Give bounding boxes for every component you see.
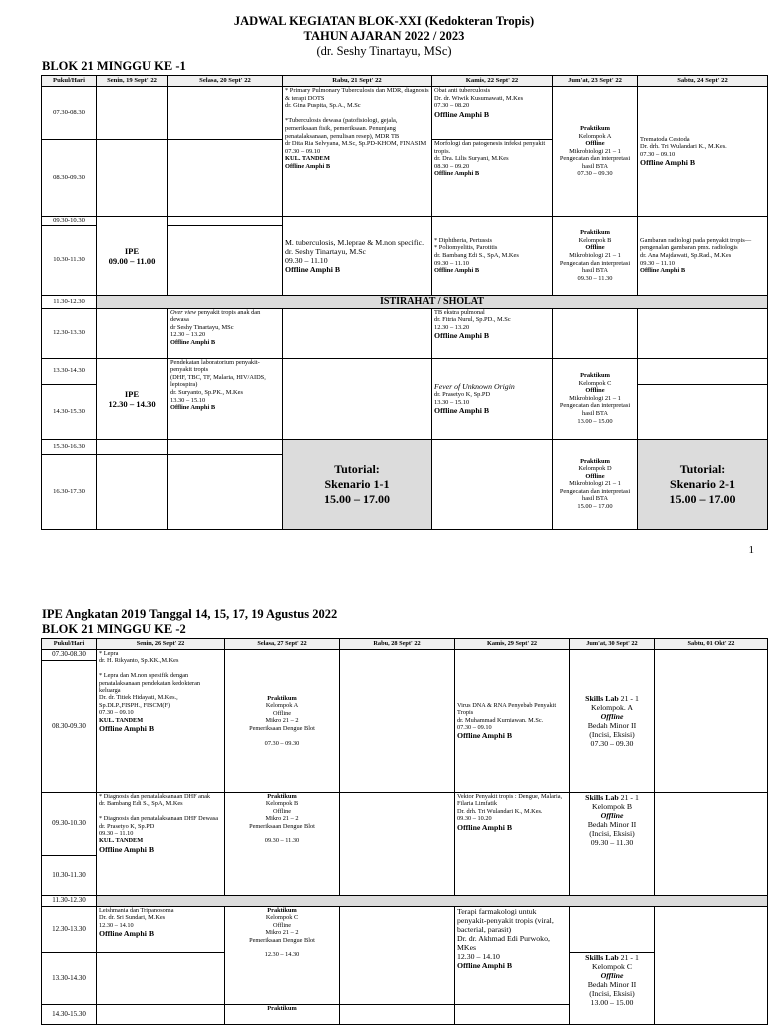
lecture-text: Virus DNA & RNA Penyebab Penyakit Tropis dr. Muhammad Kurniawan. M.Sc. 07.30 – 09.10 bbox=[457, 701, 557, 731]
header-wednesday: Rabu, 21 Sept' 22 bbox=[283, 76, 432, 87]
skills-lab-group: Kelompok C bbox=[591, 962, 633, 971]
lecture-room: Offline Amphi B bbox=[640, 267, 686, 275]
practicum-detail: Mikrobiologi 21 – 1 Pengecatan dan interpretasi hasil BTA 15.00 – 17.00 bbox=[559, 480, 631, 511]
header-saturday: Sabtu, 24 Sept' 22 bbox=[638, 76, 768, 87]
lecture-room: Offline Amphi B bbox=[170, 404, 216, 412]
time-slot: 07.30-08.30 bbox=[42, 650, 97, 661]
practicum-title: Praktikum bbox=[580, 229, 610, 237]
practicum-detail: Kelompok A Offline Mikro 21 – 2 Pemeriksaan Dengue Blot 07.30 – 09.30 bbox=[249, 702, 315, 747]
empty-cell bbox=[455, 1005, 570, 1025]
empty-cell bbox=[97, 1005, 225, 1025]
time-slot: 16.30-17.30 bbox=[42, 454, 97, 529]
thu-lecture-tb-ekstra bbox=[432, 308, 553, 358]
table-row bbox=[42, 650, 768, 661]
practicum-group: Kelompok D bbox=[578, 465, 612, 473]
table-row bbox=[42, 295, 768, 308]
tue-practicum-b bbox=[225, 793, 340, 896]
skills-lab-code: 21 - 1 bbox=[618, 793, 639, 802]
empty-cell bbox=[340, 650, 455, 793]
lecture-room: Offline Amphi B bbox=[285, 264, 341, 274]
table-header-row bbox=[42, 76, 768, 87]
lecture-text: dr. Prasetyo K, Sp.PD 13.30 – 15.10 bbox=[434, 391, 491, 406]
lecture-text: Gambaran radiologi pada penyakit tropis—pengenalan gambaran pmx. radiologis dr. Ana Majdawati, Sp.Rad., M.Kes 09.30 – 11.10 bbox=[640, 236, 752, 267]
practicum-detail: Mikrobiologi 21 – 1 Pengecatan dan interpretasi hasil BTA 09.30 – 11.30 bbox=[559, 252, 631, 282]
table-row bbox=[42, 308, 768, 358]
practicum-title: Praktikum bbox=[580, 372, 610, 380]
empty-cell bbox=[97, 140, 168, 217]
lecture-text: Vektor Penyakit tropis : Dengue, Malaria, Filaria Limfatik Dr. drh. Tri Wulandari K., M.Kes. 09.30 – 10.20 bbox=[457, 793, 563, 823]
tue-practicum-a bbox=[225, 650, 340, 793]
empty-cell bbox=[97, 87, 168, 140]
ipe-label: IPE 12.30 – 14.30 bbox=[108, 388, 156, 409]
table-row bbox=[42, 87, 768, 140]
table-row bbox=[42, 358, 768, 384]
lecture-room: Offline Amphi B bbox=[170, 338, 216, 346]
thu-lecture-vektor bbox=[455, 793, 570, 896]
lecture-text: Morfologi dan patogenesis infeksi penyakit tropis. dr. Dra. Lilis Suryani, M.Kes 08.30 – 09.20 bbox=[434, 140, 546, 170]
ipe-label: IPE 09.00 – 11.00 bbox=[108, 245, 156, 266]
sat-lecture-radiologi bbox=[638, 217, 768, 296]
skills-lab-detail: Bedah Minor II (Incisi, Eksisi) 07.30 – 09.30 bbox=[587, 721, 637, 748]
lecture-room: Offline Amphi B bbox=[434, 406, 490, 416]
coordinator: (dr. Seshy Tinartayu, MSc) bbox=[316, 44, 452, 58]
lecture-room: Offline Amphi B bbox=[457, 822, 513, 832]
skills-lab-detail: Bedah Minor II (Incisi, Eksisi) 13.00 – 15.00 bbox=[587, 980, 637, 1007]
lecture-text: Leishmania dan Tripanosoma Dr. dr. Sri Sundari, M.Kes 12.30 – 14.10 bbox=[99, 907, 174, 929]
time-slot: 11.30-12.30 bbox=[42, 295, 97, 308]
time-slot: 10.30-11.30 bbox=[42, 225, 97, 295]
wed-lecture-tb bbox=[283, 87, 432, 217]
tue-practicum-c bbox=[225, 907, 340, 1005]
header-tuesday: Selasa, 20 Sept' 22 bbox=[168, 76, 283, 87]
skills-lab-mode: Offline bbox=[600, 971, 624, 980]
header-thursday: Kamis, 22 Sept' 22 bbox=[432, 76, 553, 87]
thu-lecture-morfologi bbox=[432, 140, 553, 217]
fri-practicum-d bbox=[553, 439, 638, 529]
skills-lab-mode: Offline bbox=[600, 712, 624, 721]
lecture-type: KUL. TANDEM bbox=[99, 837, 144, 845]
empty-cell bbox=[340, 907, 455, 1005]
empty-cell bbox=[638, 308, 768, 358]
time-slot: 10.30-11.30 bbox=[42, 856, 97, 896]
lecture-text: * Lepra dr. H. Rikyanto, Sp.KK.,M.Kes * Lepra dan M.non spesifik dengan penatalaksanaan pendekatan kedokteran keluarga Dr. dr. Titiek Hidayati, M.Kes., Sp.DLP.,FISPH., FISCM(F) 07.30 – 09.10 bbox=[99, 650, 201, 717]
skills-lab-title: Skills Lab bbox=[585, 793, 619, 802]
wed-lecture-mtb bbox=[283, 217, 432, 296]
fri-practicum-a bbox=[553, 87, 638, 217]
time-slot: 07.30-08.30 bbox=[42, 87, 97, 140]
lecture-room: Offline Amphi B bbox=[99, 929, 155, 939]
mon-ipe bbox=[97, 358, 168, 439]
lecture-room: Offline Amphi B bbox=[457, 731, 513, 741]
table-row bbox=[42, 907, 768, 953]
table-header-row bbox=[42, 639, 768, 650]
header-thursday: Kamis, 29 Sept' 22 bbox=[455, 639, 570, 650]
lecture-text: TB ekstra pulmonal dr. Fitria Nurul, Sp.PD., M.Sc 12.30 – 13.20 bbox=[434, 308, 511, 331]
time-slot: 13.30-14.30 bbox=[42, 953, 97, 1005]
tutorial-label: Tutorial: Skenario 1-1 15.00 – 17.00 bbox=[324, 461, 390, 506]
mon-lecture-lepra bbox=[97, 650, 225, 793]
fri-practicum-c bbox=[553, 358, 638, 439]
table-row bbox=[42, 439, 768, 454]
skills-lab-title: Skills Lab bbox=[585, 953, 619, 962]
time-slot: 12.30-13.30 bbox=[42, 907, 97, 953]
empty-cell bbox=[638, 384, 768, 439]
mon-lecture-dhf bbox=[97, 793, 225, 896]
thu-lecture-fuo bbox=[432, 358, 553, 439]
empty-cell bbox=[570, 907, 655, 953]
practicum-group: Kelompok A bbox=[578, 132, 612, 140]
empty-cell bbox=[432, 439, 553, 529]
lecture-room: Offline Amphi B bbox=[640, 158, 696, 168]
lecture-room: Offline Amphi B bbox=[434, 331, 490, 341]
lecture-text: penyakit tropis anak dan dewasa dr Seshy Tinartayu, MSc 12.30 – 13.20 bbox=[170, 308, 261, 339]
practicum-mode: Offline bbox=[585, 244, 605, 252]
practicum-title: Praktikum bbox=[267, 695, 297, 703]
lecture-text: Pendekatan laboratorium penyakit-penyakit tropis (DHF, TBC, TF, Malaria, HIV/AIDS, leptospira) dr. Suryanto, Sp.PK., M.Kes 13.30 – 15.10 bbox=[170, 358, 266, 404]
time-slot: 15.30-16.30 bbox=[42, 439, 97, 454]
skills-lab-group: Kelompok. A bbox=[590, 703, 633, 712]
practicum-title: Praktikum bbox=[580, 457, 610, 465]
header-wednesday: Rabu, 28 Sept' 22 bbox=[340, 639, 455, 650]
page-number: 1 bbox=[748, 544, 754, 556]
empty-cell bbox=[168, 87, 283, 140]
thu-lecture-terapi bbox=[455, 907, 570, 1005]
practicum-detail: Mikrobiologi 21 – 1 Pengecatan dan interpretasi hasil BTA 07.30 – 09.30 bbox=[559, 147, 631, 178]
empty-cell bbox=[97, 439, 168, 454]
empty-cell bbox=[168, 217, 283, 226]
lecture-text: M. tuberculosis, M.leprae & M.non specific. dr. Seshy Tinartayu, M.Sc 09.30 – 11.10 bbox=[285, 237, 425, 265]
tue-lecture-lab bbox=[168, 358, 283, 439]
tue-practicum-d bbox=[225, 1005, 340, 1025]
lecture-room: Offline Amphi B bbox=[434, 267, 480, 275]
time-slot: 09.30-10.30 bbox=[42, 217, 97, 226]
empty-cell bbox=[168, 454, 283, 529]
empty-cell bbox=[97, 953, 225, 1005]
empty-cell bbox=[340, 1005, 455, 1025]
empty-cell bbox=[168, 140, 283, 217]
empty-cell bbox=[340, 793, 455, 896]
practicum-mode: Offline bbox=[585, 387, 605, 395]
table-row bbox=[42, 217, 768, 226]
practicum-title: Praktikum bbox=[267, 793, 297, 800]
sat-lecture-trematoda bbox=[638, 87, 768, 217]
practicum-detail: Kelompok C Offline Mikro 21 – 2 Pemeriksaan Dengue Blot 12.30 – 14.30 bbox=[249, 914, 315, 959]
mon-ipe bbox=[97, 217, 168, 296]
tutorial-label: Tutorial: Skenario 2-1 15.00 – 17.00 bbox=[669, 461, 736, 506]
thu-lecture-oat bbox=[432, 87, 553, 140]
skills-lab-mode: Offline bbox=[600, 811, 624, 820]
time-slot: 09.30-10.30 bbox=[42, 793, 97, 856]
lecture-room: Offline Amphi B bbox=[434, 170, 480, 178]
empty-cell bbox=[638, 358, 768, 384]
time-slot: 08.30-09.30 bbox=[42, 661, 97, 793]
empty-cell bbox=[553, 308, 638, 358]
empty-cell bbox=[283, 358, 432, 439]
empty-cell bbox=[97, 454, 168, 529]
ipe-info: IPE Angkatan 2019 Tanggal 14, 15, 17, 19 Agustus 2022 bbox=[42, 607, 338, 621]
lecture-room: Offline Amphi B bbox=[99, 724, 155, 734]
lecture-room: Offline Amphi B bbox=[99, 844, 155, 854]
fri-practicum-b bbox=[553, 217, 638, 296]
header-monday: Senin, 19 Sept' 22 bbox=[97, 76, 168, 87]
lecture-room: Offline Amphi B bbox=[457, 961, 513, 970]
practicum-title: Praktikum bbox=[267, 907, 297, 914]
time-slot: 14.30-15.30 bbox=[42, 384, 97, 439]
header-monday: Senin, 26 Sept' 22 bbox=[97, 639, 225, 650]
table-row bbox=[42, 896, 768, 907]
time-slot: 14.30-15.30 bbox=[42, 1005, 97, 1025]
time-slot: 11.30-12.30 bbox=[42, 896, 97, 907]
empty-cell bbox=[655, 793, 768, 896]
lecture-type: KUL. TANDEM bbox=[285, 155, 330, 163]
practicum-mode: Offline bbox=[585, 472, 605, 480]
skills-lab-detail: Bedah Minor II (Incisi, Eksisi) 09.30 – 11.30 bbox=[587, 820, 637, 847]
break-banner: ISTIRAHAT / SHOLAT bbox=[97, 295, 768, 308]
header-saturday: Sabtu, 01 Okt' 22 bbox=[655, 639, 768, 650]
time-slot: 12.30-13.30 bbox=[42, 308, 97, 358]
lecture-text: * Primary Pulmonary Tuberculosis dan MDR, diagnosis & terapi DOTS dr. Gina Puspita, Sp.A., M.Sc *Tuberculosis dewasa (patofisiologi, gejala, pemeriksaan fisik, pemeriksaan. Penunjang penatalaksanaan, penulisan resep), MDR TB dr Dita Ria Selvyana, M.Sc, Sp.PD-KHOM, FINASIM 07.30 – 09.10 bbox=[285, 87, 429, 155]
fri-skills-lab-a bbox=[570, 650, 655, 793]
lecture-text: * Diphtheria, Pertussis * Poliomyelitis, Parotitis dr. Bambang Edi S., SpA, M.Kes 09.30 – 11.10 bbox=[434, 236, 519, 267]
document-title: JADWAL KEGIATAN BLOK-XXI (Kedokteran Tropis) bbox=[233, 14, 535, 28]
empty-cell bbox=[97, 308, 168, 358]
week-1-heading: BLOK 21 MINGGU KE -1 bbox=[42, 59, 186, 73]
lecture-text: Terapi farmakologi untuk penyakit-penyakit tropis (viral, bacterial, parasit) Dr. dr. Akhmad Edi Purwoko, MKes 12.30 – 14.10 bbox=[457, 907, 554, 961]
time-slot: 08.30-09.30 bbox=[42, 140, 97, 217]
skills-lab-group: Kelompok B bbox=[591, 802, 633, 811]
lecture-room: Offline Amphi B bbox=[285, 162, 331, 170]
week-2-schedule-table bbox=[41, 638, 768, 1025]
header-friday: Jum'at, 30 Sept' 22 bbox=[570, 639, 655, 650]
header-time: Pukul/Hari bbox=[42, 76, 97, 87]
lecture-room: Offline Amphi B bbox=[434, 109, 490, 119]
header-time: Pukul/Hari bbox=[42, 639, 97, 650]
practicum-detail: Mikrobiologi 21 – 1 Pengecatan dan interpretasi hasil BTA 13.00 – 15.00 bbox=[559, 394, 631, 425]
practicum-group: Kelompok B bbox=[578, 236, 612, 244]
empty-cell bbox=[168, 439, 283, 454]
fri-skills-lab-c bbox=[570, 953, 655, 1025]
skills-lab-title: Skills Lab bbox=[585, 694, 619, 703]
lecture-type: KUL. TANDEM bbox=[99, 716, 144, 724]
sat-tutorial bbox=[638, 439, 768, 529]
empty-cell bbox=[655, 907, 768, 1025]
week-2-heading: BLOK 21 MINGGU KE -2 bbox=[42, 622, 186, 636]
lecture-text: Trematoda Cestoda Dr. drh. Tri Wulandari K., M.Kes. 07.30 – 09.10 bbox=[640, 135, 727, 158]
lecture-text: * Diagnosis dan penatalaksanaan DHF anak dr. Bambang Edi S., SpA, M.Kes * Diagnosis dan penatalaksanaan DHF Dewasa dr. Prasetyo K, Sp.PD 09.30 – 11.10 bbox=[99, 793, 219, 838]
lecture-italic: Over view bbox=[170, 308, 197, 316]
table-row bbox=[42, 793, 768, 856]
empty-cell bbox=[283, 308, 432, 358]
lecture-title: Fever of Unknown Origin bbox=[434, 382, 515, 391]
time-slot: 13.30-14.30 bbox=[42, 358, 97, 384]
fri-skills-lab-b bbox=[570, 793, 655, 896]
empty-cell bbox=[168, 225, 283, 295]
practicum-title: Praktikum bbox=[580, 124, 610, 132]
week-1-schedule-table bbox=[41, 75, 768, 530]
lecture-text: Obat anti tuberculosis Dr. dr. Wiwik Kusumawati, M.Kes 07.30 – 08.20 bbox=[434, 87, 524, 110]
skills-lab-code: 21 - 1 bbox=[618, 953, 639, 962]
skills-lab-code: 21 - 1 bbox=[618, 694, 639, 703]
tue-lecture-overview bbox=[168, 308, 283, 358]
break-row bbox=[97, 896, 768, 907]
header-tuesday: Selasa, 27 Sept' 22 bbox=[225, 639, 340, 650]
practicum-detail: Kelompok B Offline Mikro 21 – 2 Pemeriksaan Dengue Blot 09.30 – 11.30 bbox=[249, 800, 315, 845]
practicum-mode: Offline bbox=[585, 140, 605, 148]
thu-lecture-diphtheria bbox=[432, 217, 553, 296]
thu-lecture-virus bbox=[455, 650, 570, 793]
academic-year: TAHUN AJARAN 2022 / 2023 bbox=[303, 29, 465, 43]
practicum-title: Praktikum bbox=[267, 1005, 297, 1012]
wed-tutorial bbox=[283, 439, 432, 529]
mon-lecture-leishmania bbox=[97, 907, 225, 953]
header-friday: Jum'at, 23 Sept' 22 bbox=[553, 76, 638, 87]
practicum-group: Kelompok C bbox=[578, 379, 612, 387]
empty-cell bbox=[655, 650, 768, 793]
